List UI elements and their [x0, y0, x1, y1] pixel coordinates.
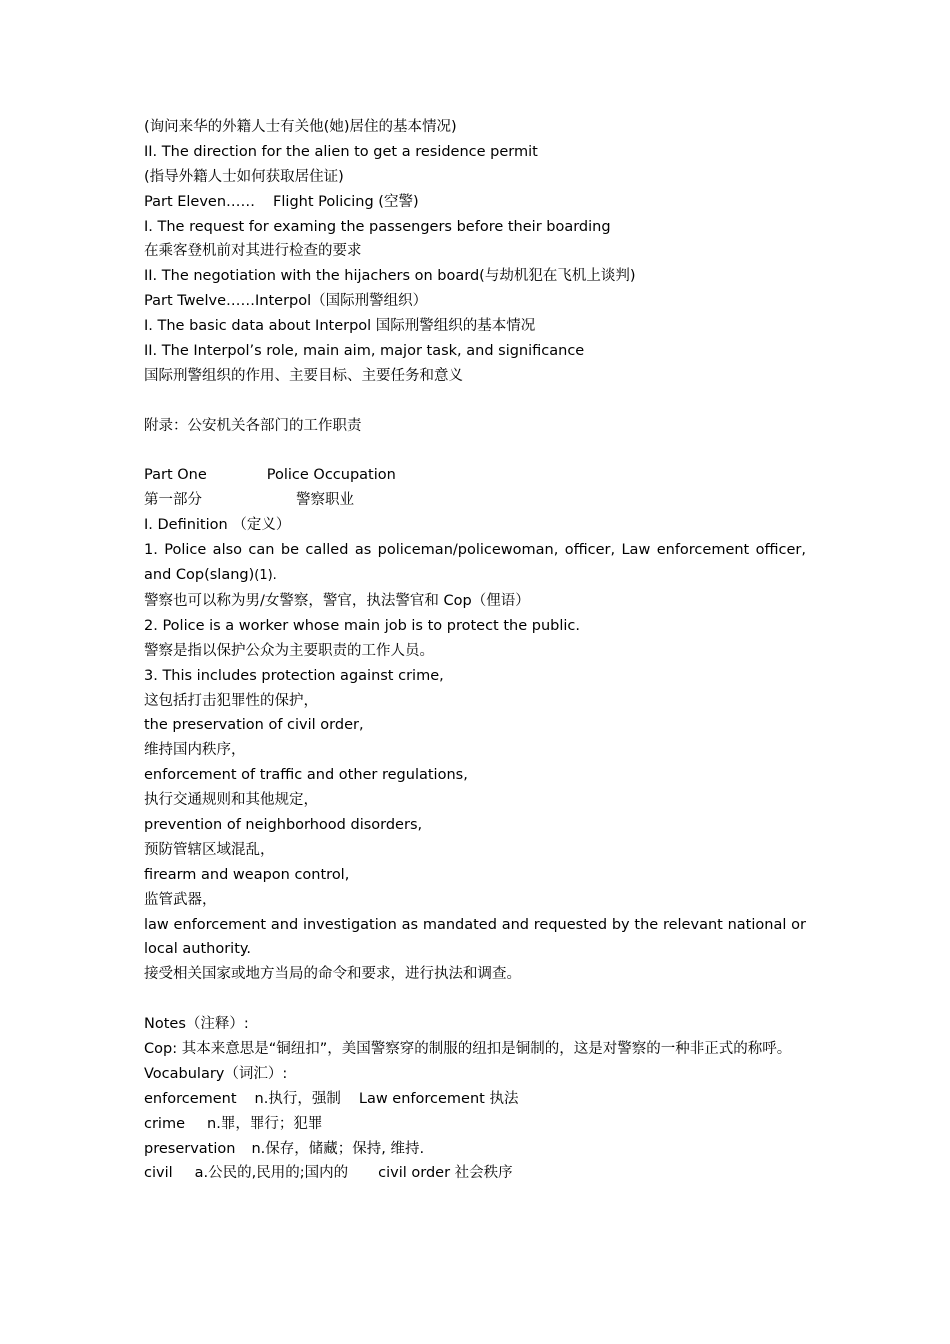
text-line: 在乘客登机前对其进行检查的要求 [144, 243, 362, 260]
text-line: (指导外籍人士如何获取居住证) [144, 168, 344, 185]
appendix-heading: 附录：公安机关各部门的工作职责 [144, 417, 362, 434]
text-line: II. The direction for the alien to get a residence permit [144, 143, 538, 160]
part-label: 第一部分 [144, 492, 202, 509]
text-line: firearm and weapon control, [144, 866, 350, 883]
vocab-definition: n.执行，强制 [254, 1090, 341, 1107]
notes-heading: Notes（注释）: [144, 1016, 249, 1033]
text-line: 警察是指以保护公众为主要职责的工作人员。 [144, 642, 434, 659]
text-line: the preservation of civil order, [144, 717, 364, 734]
part-eleven-heading [144, 190, 806, 215]
vocab-entry [144, 1112, 806, 1137]
part-title: Flight Policing (空警) [273, 193, 419, 210]
text-line: enforcement of traffic and other regulations, [144, 767, 468, 784]
part-twelve-heading: Part Twelve……Interpol（国际刑警组织） [144, 293, 428, 310]
text-line: 监管武器， [144, 891, 217, 908]
text-line: 执行交通规则和其他规定， [144, 792, 318, 809]
text-line: 这包括打击犯罪性的保护， [144, 692, 318, 709]
part-label: Part One [144, 467, 207, 484]
text-line: I. The request for examing the passengers before their boarding [144, 218, 611, 235]
vocab-definition: n.保存，储藏；保持, 维持. [251, 1140, 425, 1157]
paragraph: law enforcement and investigation as mandated and requested by the relevant national or local authority. [144, 916, 806, 958]
vocab-phrase: Law enforcement 执法 [358, 1090, 519, 1107]
document-page [144, 115, 806, 1186]
vocab-word: civil [144, 1165, 173, 1182]
vocab-word: crime [144, 1115, 186, 1132]
text-line: I. The basic data about Interpol 国际刑警组织的基本情况 [144, 318, 536, 335]
part-one-heading-cn [144, 488, 806, 513]
text-line: II. The Interpol’s role, main aim, major task, and significance [144, 343, 585, 360]
footnote-ref: (1). [254, 568, 277, 584]
vocab-entry [144, 1137, 806, 1162]
text-line: 接受相关国家或地方当局的命令和要求，进行执法和调查。 [144, 966, 521, 983]
text-line: 预防管辖区域混乱， [144, 841, 275, 858]
text-line: 维持国内秩序， [144, 742, 246, 759]
text-line: 国际刑警组织的作用、主要目标、主要任务和意义 [144, 367, 463, 384]
vocab-definition: a.公民的,民用的;国内的 [194, 1165, 349, 1182]
vocab-word: preservation [144, 1140, 236, 1157]
text-line: 3. This includes protection against crime, [144, 667, 444, 684]
text-line: 警察也可以称为男/女警察，警官，执法警官和 Cop（俚语） [144, 592, 530, 609]
section-heading: I. Definition （定义） [144, 517, 291, 534]
part-title: 警察职业 [296, 492, 354, 509]
part-title: Police Occupation [266, 467, 396, 484]
vocab-entry [144, 1161, 806, 1186]
paragraph: 1. Police also can be called as policeman/policewoman, officer, Law enforcement officer, and Cop(slang)(1). [144, 542, 806, 584]
text-line: prevention of neighborhood disorders, [144, 816, 423, 833]
part-label: Part Eleven…… [144, 193, 256, 210]
note-paragraph: Cop: 其本来意思是“铜纽扣”，美国警察穿的制服的纽扣是铜制的，这是对警察的一种非正式的称呼。 [144, 1041, 792, 1058]
text-line: 2. Police is a worker whose main job is to protect the public. [144, 617, 580, 634]
vocab-entry [144, 1087, 806, 1112]
vocab-phrase: civil order 社会秩序 [378, 1165, 513, 1182]
text-line: (询问来华的外籍人士有关他(她)居住的基本情况) [144, 119, 457, 135]
vocab-word: enforcement [144, 1090, 237, 1107]
text-line: II. The negotiation with the hijachers on board(与劫机犯在飞机上谈判) [144, 268, 636, 285]
vocabulary-heading: Vocabulary（词汇）: [144, 1065, 288, 1082]
part-one-heading [144, 463, 806, 488]
vocab-definition: n.罪，罪行；犯罪 [207, 1115, 323, 1132]
